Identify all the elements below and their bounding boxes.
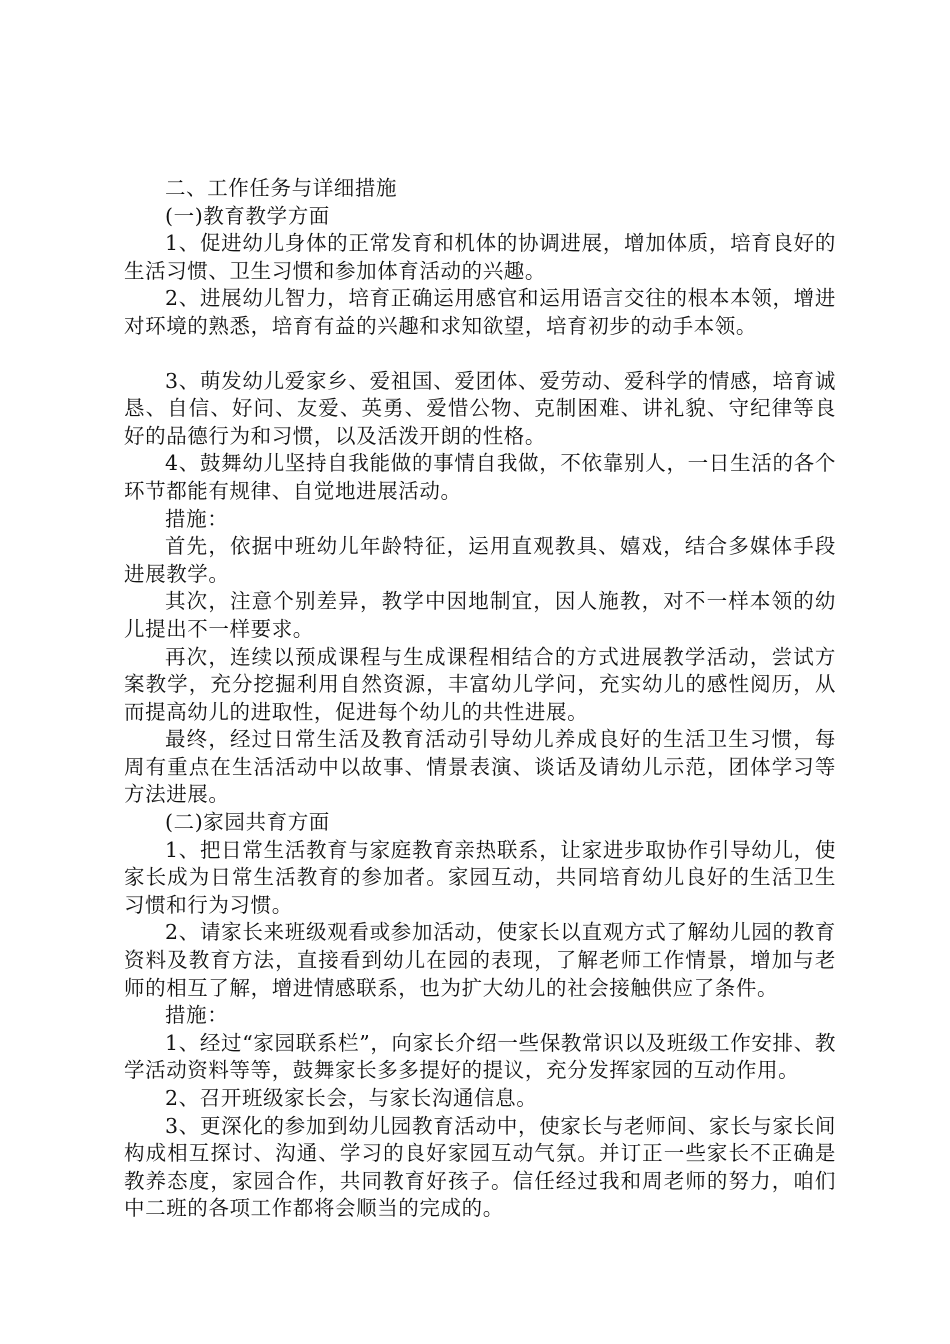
subsection-heading: (二)家园共育方面 [165, 810, 330, 835]
paragraph: 2、召开班级家长会，与家长沟通信息。 [165, 1086, 538, 1110]
paragraph: 3、更深化的参加到幼儿园教育活动中，使家长与老师间、家长与家长间构成相互探讨、沟通、学习的良好家园互动气氛。并订正一些家长不正确是教养态度，家园合作，共同教育好孩子。信任经过我和周老师的努力，咱们中二班的各项工作都将会顺当的完成的。 [124, 1113, 836, 1221]
subsection-heading: (一)教育教学方面 [165, 203, 330, 228]
paragraph: 1、把日常生活教育与家庭教育亲热联系，让家进步取协作引导幼儿，使家长成为日常生活教育的参加者。家园互动，共同培育幼儿良好的生活卫生习惯和行为习惯。 [124, 837, 836, 917]
paragraph: 最终，经过日常生活及教育活动引导幼儿养成良好的生活卫生习惯，每周有重点在生活活动中以故事、情景表演、谈话及请幼儿示范，团体学习等方法进展。 [124, 727, 836, 807]
paragraph: 再次，连续以预成课程与生成课程相结合的方式进展教学活动，尝试方案教学，充分挖掘利用自然资源，丰富幼儿学问，充实幼儿的感性阅历，从而提高幼儿的进取性，促进每个幼儿的共性进展。 [124, 644, 836, 724]
paragraph: 2、请家长来班级观看或参加活动，使家长以直观方式了解幼儿园的教育资料及教育方法，直接看到幼儿在园的表现，了解老师工作情景，增加与老师的相互了解，增进情感联系，也为扩大幼儿的社会接触供应了条件。 [124, 920, 836, 1000]
paragraph: 1、促进幼儿身体的正常发育和机体的协调进展，增加体质，培育良好的生活习惯、卫生习惯和参加体育活动的兴趣。 [124, 231, 836, 283]
paragraph: 3、萌发幼儿爱家乡、爱祖国、爱团体、爱劳动、爱科学的情感，培育诚恳、自信、好问、友爱、英勇、爱惜公物、克制困难、讲礼貌、守纪律等良好的品德行为和习惯，以及活泼开朗的性格。 [124, 368, 836, 448]
paragraph: 其次，注意个别差异，教学中因地制宜，因人施教，对不一样本领的幼儿提出不一样要求。 [124, 589, 836, 641]
document-body [124, 175, 836, 1223]
measures-label: 措施： [165, 506, 229, 531]
paragraph: 2、进展幼儿智力，培育正确运用感官和运用语言交往的根本本领，增进对环境的熟悉，培育有益的兴趣和求知欲望，培育初步的动手本领。 [124, 286, 836, 338]
paragraph: 4、鼓舞幼儿坚持自我能做的事情自我做，不依靠别人，一日生活的各个环节都能有规律、自觉地进展活动。 [124, 451, 836, 503]
paragraph: 1、经过“家园联系栏”，向家长介绍一些保教常识以及班级工作安排、教学活动资料等等，鼓舞家长多多提好的提议，充分发挥家园的互动作用。 [124, 1030, 836, 1083]
paragraph: 首先，依据中班幼儿年龄特征，运用直观教具、嬉戏，结合多媒体手段进展教学。 [124, 534, 836, 586]
section-heading: 二、工作任务与详细措施 [165, 176, 398, 200]
measures-label: 措施： [165, 1003, 229, 1028]
